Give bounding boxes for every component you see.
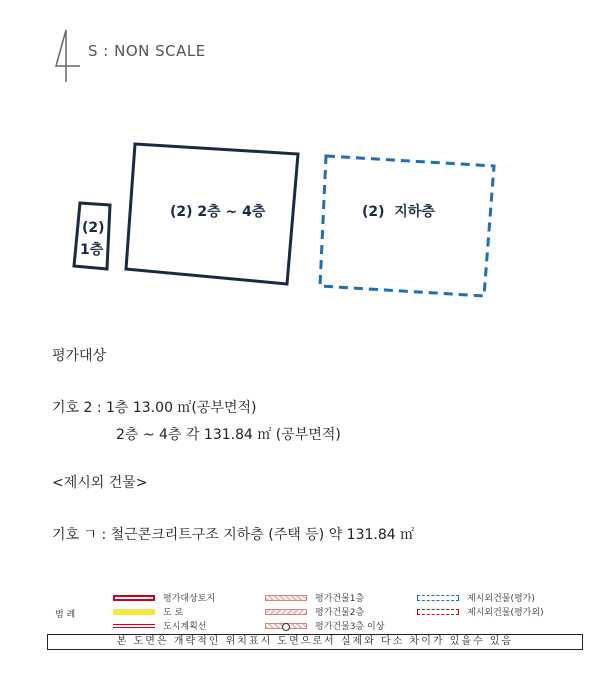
legend-item: 평가대상토지: [113, 591, 215, 604]
red-dashed-swatch-icon: [417, 609, 459, 615]
legend-title: 범 례: [55, 610, 76, 620]
building-3-label: (2) 지하층: [362, 204, 435, 220]
legend-item: 제시외건물(평가): [417, 591, 535, 604]
description-line-2: 2층 ~ 4층 각 131.84 ㎡ (공부면적): [116, 427, 341, 443]
hatch-circle-swatch-icon: [265, 623, 307, 629]
building-3-outline: [320, 156, 494, 296]
blue-dashed-swatch-icon: [417, 595, 459, 601]
red-double-line-swatch-icon: [113, 624, 155, 628]
description-heading: 평가대상: [52, 348, 107, 364]
description-section-2: <제시외 건물>: [52, 475, 148, 491]
legend-item: 도 로: [113, 605, 183, 618]
legend-item: 평가건물1층: [265, 591, 364, 604]
disclaimer-notice: 본 도면은 개략적인 위치표시 도면으로서 실제와 다소 차이가 있을수 있음: [47, 634, 583, 650]
legend-item: 제시외건물(평가외): [417, 605, 544, 618]
north-arrow-icon: [56, 30, 80, 82]
scale-label: S : NON SCALE: [88, 42, 206, 60]
legend-item: 평가건물2층: [265, 605, 364, 618]
description-line-1: 기호 2 : 1층 13.00 ㎡(공부면적): [52, 400, 257, 416]
legend-item: 평가건물3층 이상: [265, 619, 384, 632]
red-outline-swatch-icon: [113, 595, 155, 601]
building-1-label-line1: (2): [82, 220, 105, 236]
building-2-label: (2) 2층 ~ 4층: [170, 204, 266, 220]
description-line-3: 기호 ㄱ : 철근콘크리트구조 지하층 (주택 등) 약 131.84 ㎡: [52, 527, 415, 543]
yellow-swatch-icon: [113, 609, 155, 615]
building-1-label-line2: 1층: [80, 242, 104, 258]
legend-item: 도시계획선: [113, 619, 206, 632]
hatch-swatch-icon: [265, 595, 307, 601]
hatch-swatch-icon: [265, 609, 307, 615]
